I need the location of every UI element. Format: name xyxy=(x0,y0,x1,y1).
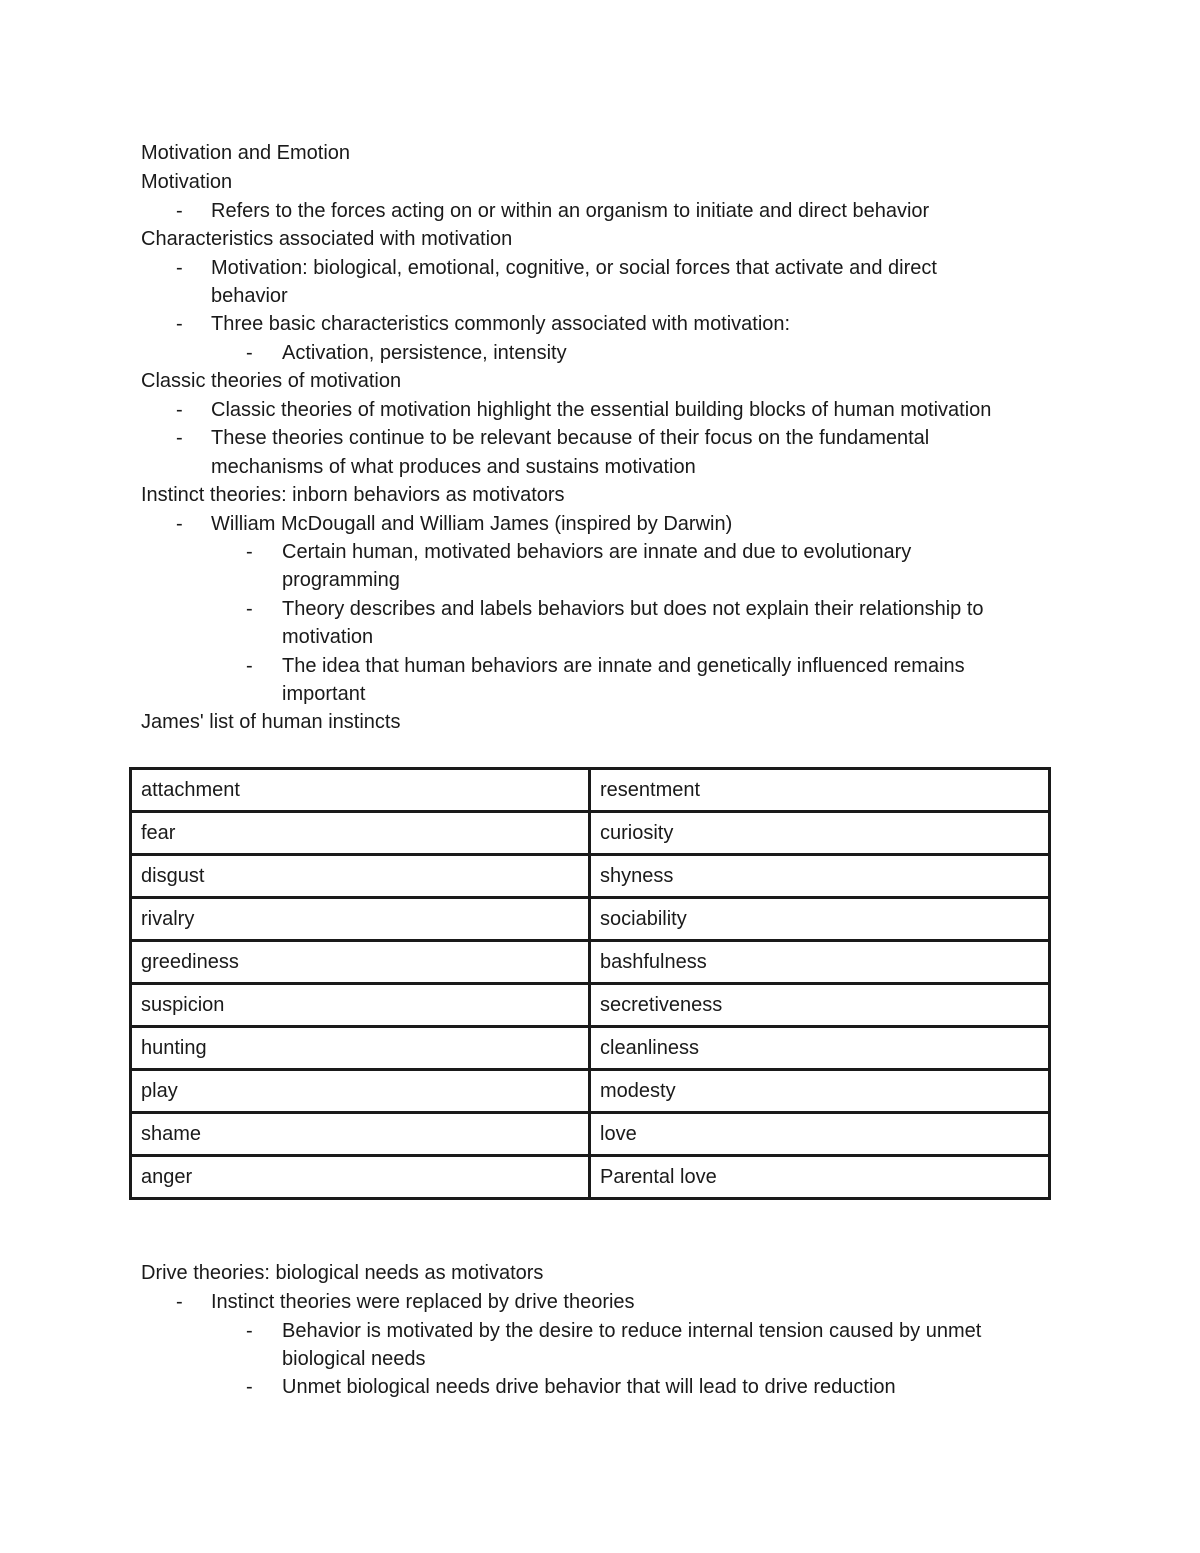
section-heading-motivation: Motivation xyxy=(141,171,233,193)
sub-bullet-text-continued: biological needs xyxy=(282,1348,426,1370)
table-cell: greediness xyxy=(131,941,590,984)
bullet-dash: - xyxy=(176,513,183,535)
table-cell: secretiveness xyxy=(590,984,1050,1027)
bullet-text: These theories continue to be relevant because of their focus on the fundamental xyxy=(211,427,930,449)
bullet-text: William McDougall and William James (inspired by Darwin) xyxy=(211,513,733,535)
table-cell: suspicion xyxy=(131,984,590,1027)
table-cell: modesty xyxy=(590,1070,1050,1113)
section-heading-james-list: James' list of human instincts xyxy=(141,711,401,733)
instincts-table xyxy=(129,767,1051,1200)
table-cell: disgust xyxy=(131,855,590,898)
bullet-text: Three basic characteristics commonly associated with motivation: xyxy=(211,313,791,335)
bullet-dash: - xyxy=(176,427,183,449)
table-row xyxy=(131,812,1050,855)
sub-bullet-dash: - xyxy=(246,598,253,620)
table-row xyxy=(131,941,1050,984)
table-cell: attachment xyxy=(131,769,590,812)
bullet-dash: - xyxy=(176,399,183,421)
sub-bullet-dash: - xyxy=(246,655,253,677)
table-cell: resentment xyxy=(590,769,1050,812)
bullet-dash: - xyxy=(176,200,183,222)
sub-bullet-dash: - xyxy=(246,541,253,563)
bullet-text: Motivation: biological, emotional, cognitive, or social forces that activate and direct xyxy=(211,257,937,279)
table-cell: play xyxy=(131,1070,590,1113)
sub-bullet-text: Theory describes and labels behaviors but does not explain their relationship to xyxy=(282,598,984,620)
table-cell: curiosity xyxy=(590,812,1050,855)
table-row xyxy=(131,1156,1050,1199)
table-cell: bashfulness xyxy=(590,941,1050,984)
bullet-text-continued: behavior xyxy=(211,285,288,307)
sub-bullet-dash: - xyxy=(246,1320,253,1342)
table-cell: cleanliness xyxy=(590,1027,1050,1070)
table-cell: fear xyxy=(131,812,590,855)
table-cell: sociability xyxy=(590,898,1050,941)
section-heading-classic-theories: Classic theories of motivation xyxy=(141,370,402,392)
table-cell: Parental love xyxy=(590,1156,1050,1199)
section-heading-characteristics: Characteristics associated with motivation xyxy=(141,228,513,250)
sub-bullet-text-continued: motivation xyxy=(282,626,374,648)
table-cell: love xyxy=(590,1113,1050,1156)
sub-bullet-text: Certain human, motivated behaviors are innate and due to evolutionary xyxy=(282,541,912,563)
sub-bullet-text: Behavior is motivated by the desire to reduce internal tension caused by unmet xyxy=(282,1320,982,1342)
table-cell: shame xyxy=(131,1113,590,1156)
sub-bullet-text: Unmet biological needs drive behavior that will lead to drive reduction xyxy=(282,1376,896,1398)
bullet-dash: - xyxy=(176,313,183,335)
bullet-text: Classic theories of motivation highlight the essential building blocks of human motivation xyxy=(211,399,992,421)
bullet-text-continued: mechanisms of what produces and sustains motivation xyxy=(211,456,696,478)
table-row xyxy=(131,769,1050,812)
document-title: Motivation and Emotion xyxy=(141,142,351,164)
table-row xyxy=(131,855,1050,898)
table-row xyxy=(131,1113,1050,1156)
section-heading-instinct-theories: Instinct theories: inborn behaviors as motivators xyxy=(141,484,565,506)
sub-bullet-text: Activation, persistence, intensity xyxy=(282,342,567,364)
table-row xyxy=(131,984,1050,1027)
sub-bullet-dash: - xyxy=(246,1376,253,1398)
sub-bullet-text-continued: programming xyxy=(282,569,400,591)
table-row xyxy=(131,1070,1050,1113)
section-heading-drive-theories: Drive theories: biological needs as motivators xyxy=(141,1262,544,1284)
sub-bullet-text-continued: important xyxy=(282,683,366,705)
bullet-dash: - xyxy=(176,1291,183,1313)
bullet-text: Instinct theories were replaced by drive theories xyxy=(211,1291,635,1313)
bullet-text: Refers to the forces acting on or within an organism to initiate and direct behavior xyxy=(211,200,930,222)
sub-bullet-text: The idea that human behaviors are innate and genetically influenced remains xyxy=(282,655,965,677)
table-cell: hunting xyxy=(131,1027,590,1070)
table-cell: rivalry xyxy=(131,898,590,941)
table-cell: anger xyxy=(131,1156,590,1199)
table-row xyxy=(131,898,1050,941)
table-row xyxy=(131,1027,1050,1070)
bullet-dash: - xyxy=(176,257,183,279)
table-cell: shyness xyxy=(590,855,1050,898)
sub-bullet-dash: - xyxy=(246,342,253,364)
